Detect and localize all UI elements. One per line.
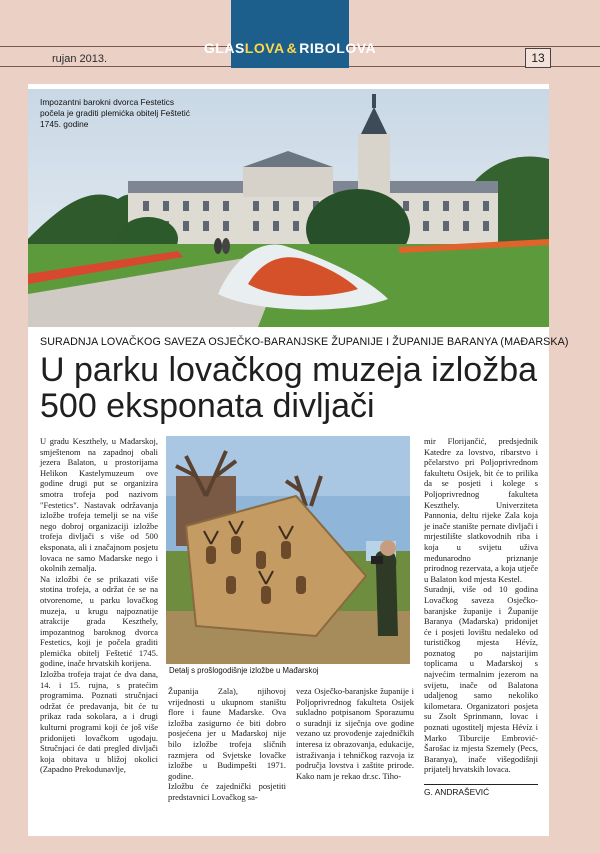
logo-ampersand: & [286,40,298,56]
logo-word-lova: LOVA [244,40,285,56]
trophy-photo-image [166,436,410,664]
page-number: 13 [525,48,551,68]
article-column-1: U gradu Keszthely, u Mađarskoj, smještenom na zapadnoj obali jezera Balaton, u prostorijama Helikon Kastelymuzeum ove godine drugi put se organizira smotra trofeja pod nazivom "Festetics". Nastavak održavanja izložbe trofeja temelji se na više nego dobroj organizaciji izložbe trofeja divljači s više od 500 eksponata, ali i značajnom posjetu lovaca ne samo Mađarske nego i okolnih zemalja. Na izložbi će se prikazati više stotina trofeja, a održat će se na otvorenome, u parku lovačkog muzeja, u krugu najpoznatije atrakcije grada Keszthely, impozantnog baroknog dvorca Festetics, koji je počela graditi plemićka obitelj Feštetić 1745. godine, inače hrvatskih korijena. Izložba trofeja trajat će dva dana, 14. i 15. rujna, s pratećim programima. Poznati stručnjaci održat će predavanja, bit će tu prikaz rada sokolara, a i drugi kulturni programi koji će još više pridonijeti lovačkom ugođaju. Stručnjaci će dati pregled divljači koja obitava u bližoj okolici (Zapadno Prekodunavlje, [40,436,158,775]
issue-date: rujan 2013. [52,53,108,65]
article-kicker: SURADNJA LOVAČKOG SAVEZA OSJEČKO-BARANJSKE ŽUPANIJE I ŽUPANIJE BARANYA (MAĐARSKA) [40,336,569,348]
logo-word-glas: GLAS [203,40,245,56]
author-signature: G. ANDRAŠEVIĆ [424,787,490,797]
article-headline: U parku lovačkog muzeja izložba 500 eksponata divljači [40,351,538,425]
trophy-photo-caption: Detalj s prošlogodišnje izložbe u Mađarskoj [169,666,319,675]
photo-caption: Impozantni barokni dvorca Festetics počela je graditi plemićka obitelj Feštetić 1745. godine [40,97,190,129]
article-column-3: veza Osječko-baranjske županije i Poljoprivrednog fakulteta Osijek sukladno potpisanom Sporazumu o suradnji iz siječnja ove godine vezano uz provođenje zajedničkih interesa iz obrazovanja, edukacije, istraživanja i tehničkog razvoja iz područja lovstva i zaštite prirode. Kako nam je rekao dr.sc. Tiho- [296,686,414,781]
article-column-4: mir Florijančić, predsjednik Katedre za lovstvo, ribarstvo i pčelarstvo pri Poljoprivrednom fakultetu Osijek, bit će to prilika da se posjeti i kolege s Poljoprivrednog fakulteta Keszthely. Univerziteta Pannonia, deltu rijeke Zala koja je inače stanište pernate divljači i mrjestilište slatkovodnih riba i koja u svijetu uživa međunarodno priznanje prirodnog rezervata, a koja utječe u Balaton kod mjesta Kestel. Suradnji, više od 10 godina Lovačkog saveza Osječko-baranjske županije i Županije Baranya (Mađarska) pridonijet će i posjeti lovištu nedaleko od turističkog mjesta Hévíz, poznatog po najstarijim toplicama u Mađarskoj s najvećim termalnim jezerom na svijetu, inače od Balatona udaljenog samo nekoliko kilometara. Organizatori posjeta su Zsolt Sprinmann, lovac i poznati ugostitelj mjesta Hévíz i Marko Tiburcije Embrović-Šarošac iz mjesta Szemely (Pecs, Baranya), inače višegodišnji prijatelj hrvatskih lovaca. [424,436,538,775]
logo-word-ribolova: RIBOLOVA [299,40,377,56]
magazine-logo [203,0,377,68]
signature-rule [424,784,538,785]
trophy-photo [166,436,410,664]
article-column-2: Županija Zala), njihovoj vrijednosti u ukupnom staništu flore i faune Mađarske. Ova izložba zasigurno će biti dobro posjećena jer u Mađarskoj nije bilo izložbe trofeja sličnih razmjera od Svjetske lovačke izložbe u Budimpešti 1971. godine. Izložbu će zajednički posjetiti predstavnici Lovačkog sa- [168,686,286,802]
